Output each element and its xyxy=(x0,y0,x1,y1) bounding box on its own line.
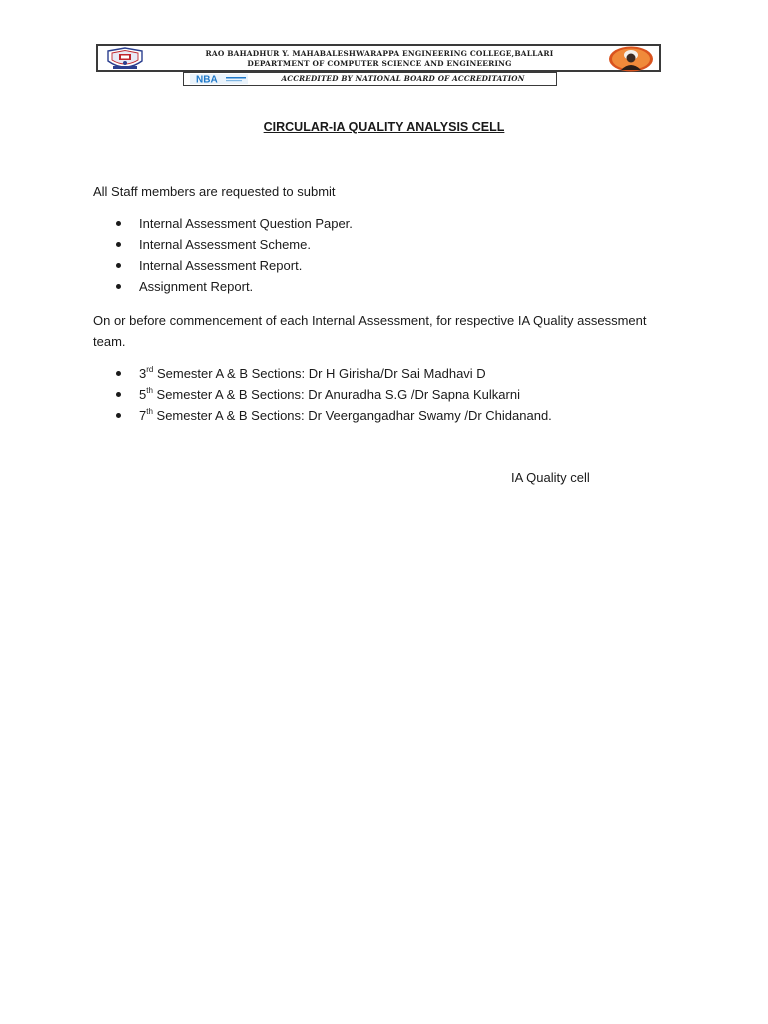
letterhead-banner xyxy=(96,44,661,72)
college-logo-icon xyxy=(104,47,146,71)
intro-text: All Staff members are requested to submit xyxy=(93,184,336,199)
list-item-text: Assignment Report. xyxy=(139,279,254,294)
founder-portrait-icon xyxy=(607,46,655,72)
ordinal-suffix: th xyxy=(146,386,153,395)
team-members: Semester A & B Sections: Dr H Girisha/Dr Sai Madhavi D xyxy=(153,366,486,381)
semester-number: 3 xyxy=(139,366,147,381)
bullet-icon xyxy=(116,392,121,397)
college-name: RAO BAHADHUR Y. MAHABALESHWARAPPA ENGINEERING COLLEGE,BALLARI xyxy=(205,49,554,58)
ordinal-suffix: th xyxy=(146,407,153,416)
semester-number: 7 xyxy=(139,408,147,423)
list-item-text: Internal Assessment Report. xyxy=(139,258,303,273)
bullet-icon xyxy=(116,242,121,247)
ordinal-suffix: rd xyxy=(146,365,154,374)
bullet-icon xyxy=(116,413,121,418)
accreditation-banner xyxy=(183,72,557,86)
bullet-icon xyxy=(116,371,121,376)
team-members: Semester A & B Sections: Dr Veergangadhar Swamy /Dr Chidanand. xyxy=(152,408,552,423)
list-item-text: Internal Assessment Question Paper. xyxy=(139,216,353,231)
accreditation-text: ACCREDITED BY NATIONAL BOARD OF ACCREDITATION xyxy=(281,74,525,83)
list-item-text: Internal Assessment Scheme. xyxy=(139,237,311,252)
svg-text:NBA: NBA xyxy=(196,74,218,84)
team-item-text xyxy=(139,405,552,426)
team-item-text xyxy=(139,384,520,405)
team-item-text xyxy=(139,363,486,384)
nba-logo-icon xyxy=(190,74,248,84)
department-name: DEPARTMENT OF COMPUTER SCIENCE AND ENGINEERING xyxy=(247,59,512,68)
signoff-text: IA Quality cell xyxy=(511,470,590,485)
team-members: Semester A & B Sections: Dr Anuradha S.G /Dr Sapna Kulkarni xyxy=(152,387,520,402)
bullet-icon xyxy=(116,284,121,289)
circular-title: CIRCULAR-IA QUALITY ANALYSIS CELL xyxy=(263,120,505,134)
instruction-paragraph: On or before commencement of each Internal Assessment, for respective IA Quality assessment team. xyxy=(93,313,647,349)
semester-number: 5 xyxy=(139,387,147,402)
bullet-icon xyxy=(116,263,121,268)
bullet-icon xyxy=(116,221,121,226)
